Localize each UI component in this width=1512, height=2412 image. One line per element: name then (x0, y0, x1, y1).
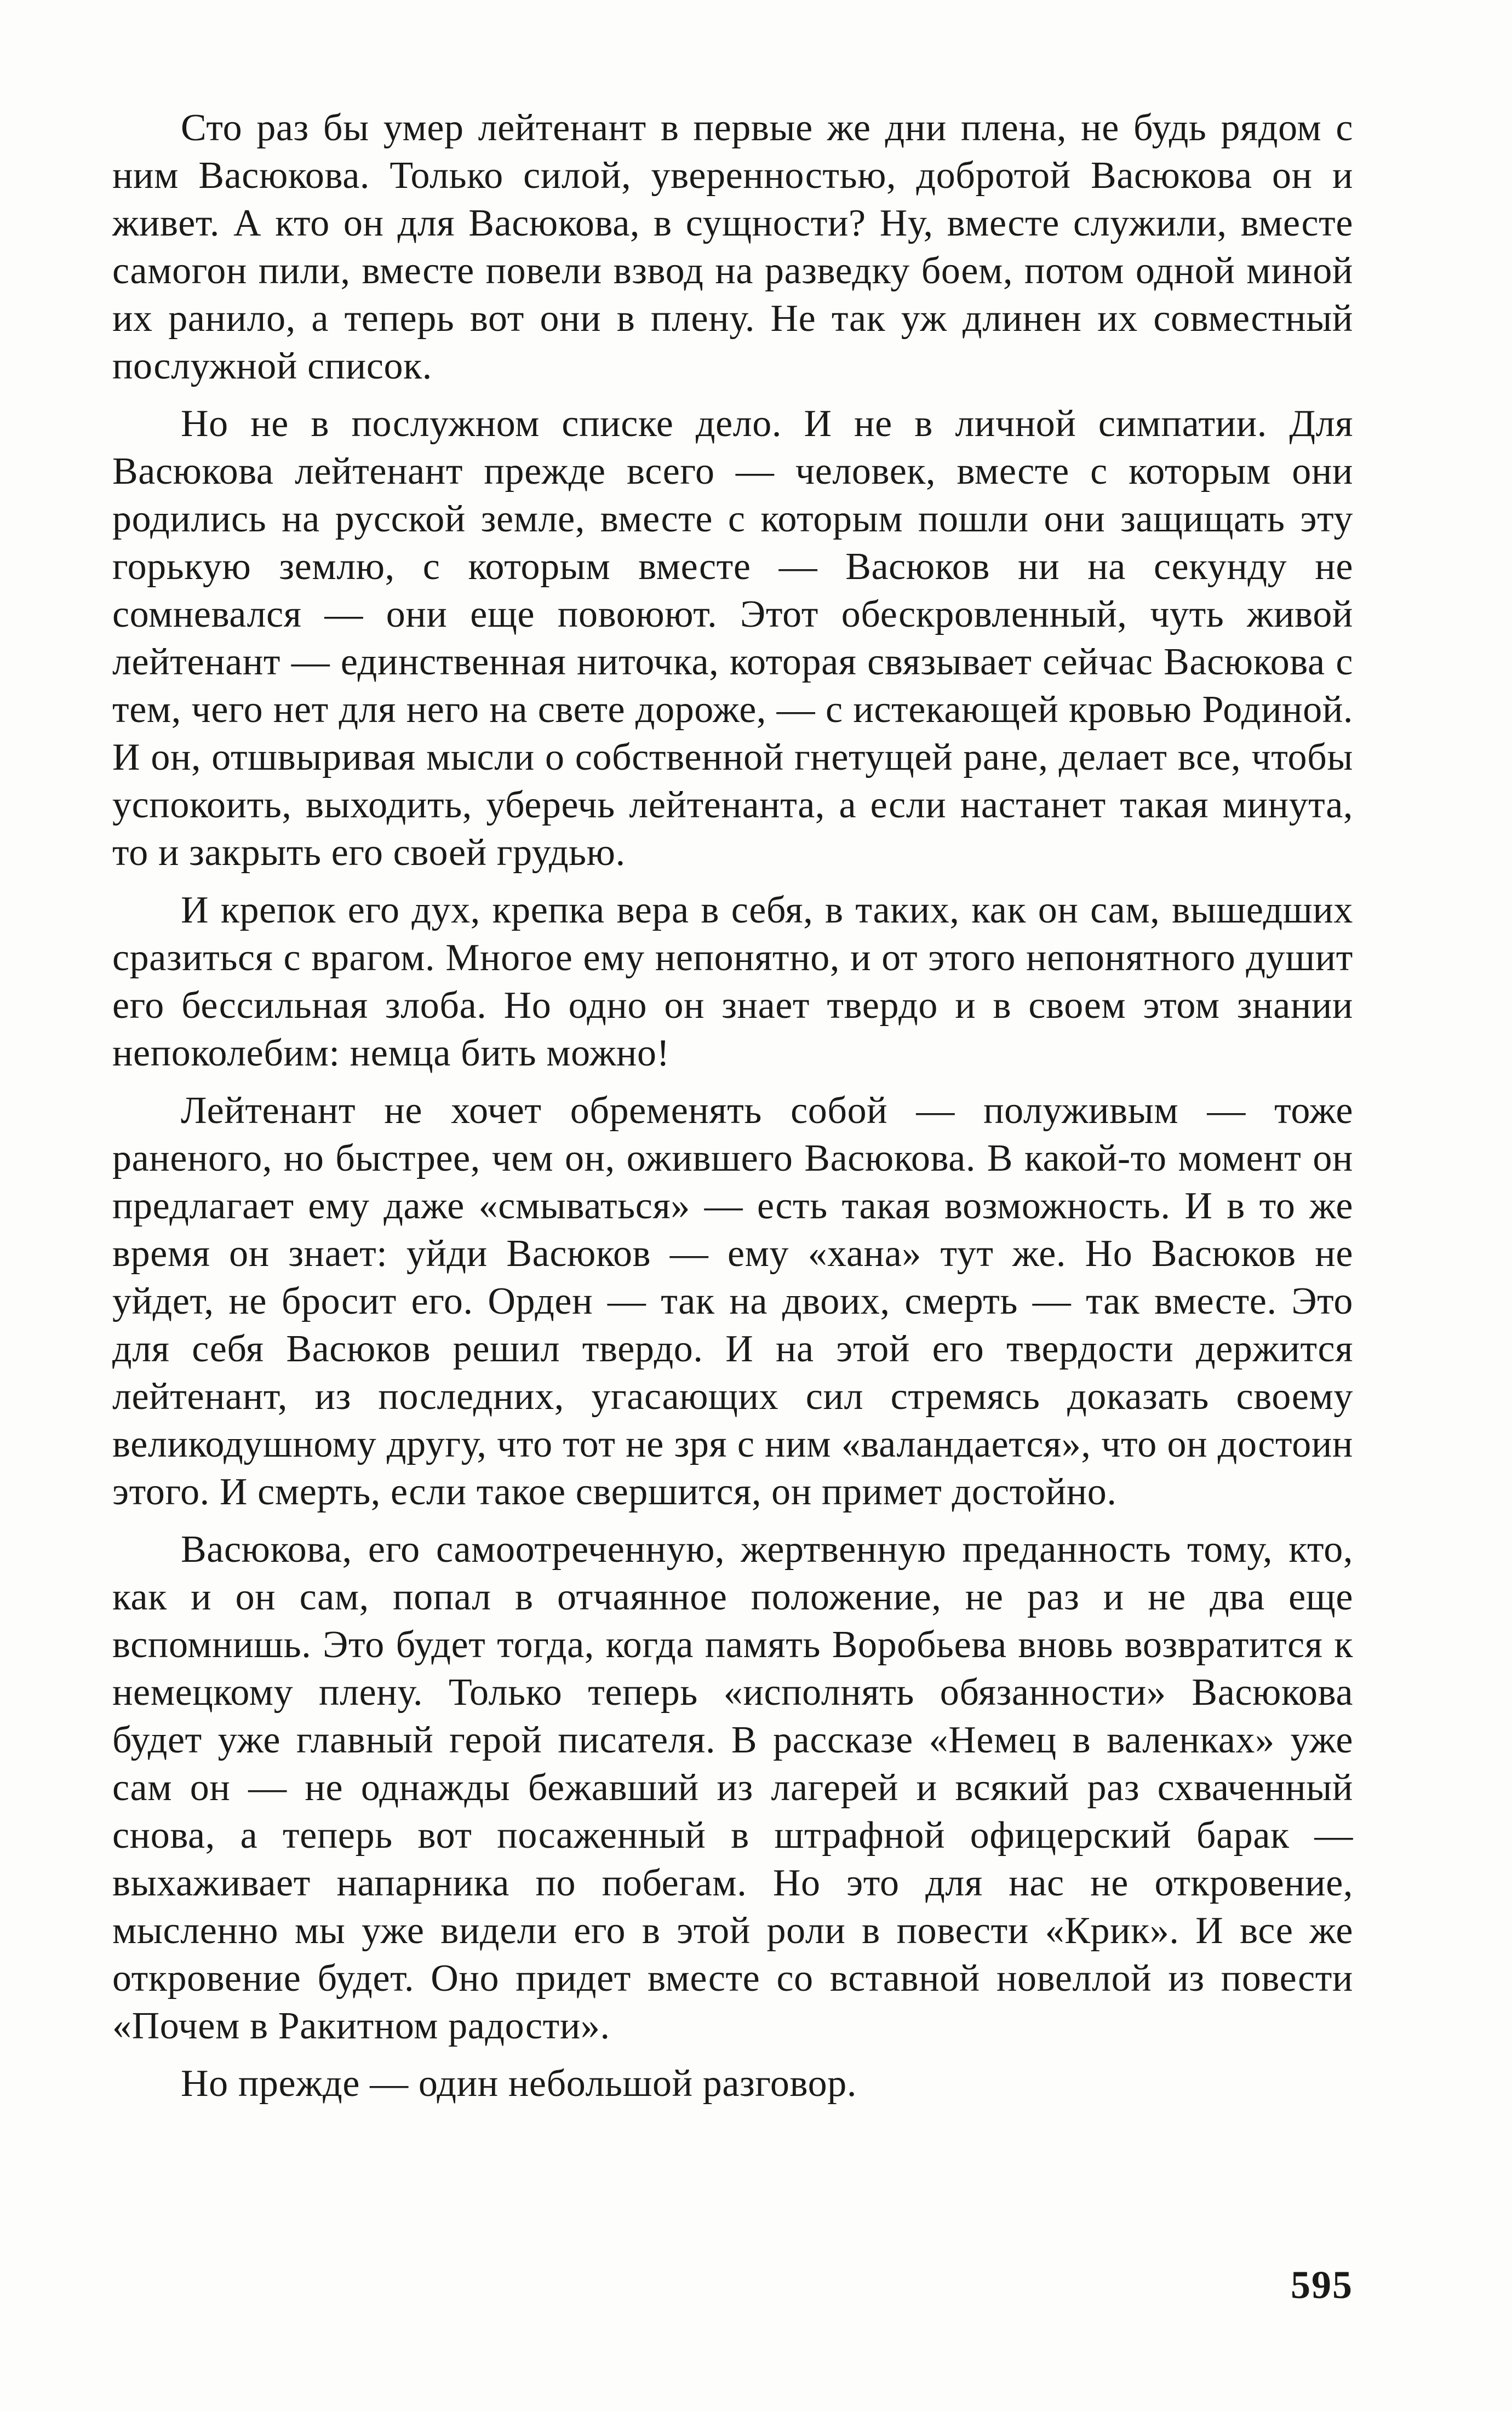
paragraph-4: Лейтенант не хочет обременять собой — полуживым — тоже раненого, но быстрее, чем он, ожившего Васюкова. В какой-то момент он предлагает ему даже «смываться» — есть такая возможность. И в то же время он знает: уйди Васюков — ему «хана» тут же. Но Васюков не уйдет, не бросит его. Орден — так на двоих, смерть — так вместе. Это для себя Васюков решил твердо. И на этой его твердости держится лейтенант, из последних, угасающих сил стремясь доказать своему великодушному другу, что тот не зря с ним «валандается», что он достоин этого. И смерть, если такое свершится, он примет достойно. (112, 1090, 1353, 1513)
paragraph-5: Васюкова, его самоотреченную, жертвенную преданность тому, кто, как и он сам, попал в отчаянное положение, не раз и не два еще вспомнишь. Это будет тогда, когда память Воробьева вновь возвратится к немецкому плену. Только теперь «исполнять обязанности» Васюкова будет уже главный герой писателя. В рассказе «Немец в валенках» уже сам он — не однажды бежавший из лагерей и всякий раз схваченный снова, а теперь вот посаженный в штрафной офицерский барак — выхаживает напарника по побегам. Но это для нас не откровение, мысленно мы уже видели его в этой роли в повести «Крик». И все же откровение будет. Оно придет вместе со вставной новеллой из повести «Почем в Ракитном радости». (112, 1528, 1353, 2047)
body-text (112, 104, 1353, 2117)
paragraph-3: И крепок его дух, крепка вера в себя, в таких, как он сам, вышедших сразиться с врагом. Многое ему непонятно, и от этого непонятного душит его бессильная злоба. Но одно он знает твердо и в своем этом знании непоколебим: немца бить можно! (112, 889, 1353, 1074)
paragraph-6: Но прежде — один небольшой разговор. (181, 2062, 857, 2105)
page-number: 595 (1291, 2263, 1353, 2307)
paragraph-2: Но не в послужном списке дело. И не в личной симпатии. Для Васюкова лейтенант прежде всего — человек, вместе с которым они родились на русской земле, вместе с которым пошли они защищать эту горькую землю, с которым вместе — Васюков ни на секунду не сомневался — они еще повоюют. Этот обескровленный, чуть живой лейтенант — единственная ниточка, которая связывает сейчас Васюкова с тем, чего нет для него на свете дороже, — с истекающей кровью Родиной. И он, отшвыривая мысли о собственной гнетущей ране, делает все, чтобы успокоить, выходить, уберечь лейтенанта, а если настанет такая минута, то и закрыть его своей грудью. (112, 403, 1353, 874)
paragraph-1: Сто раз бы умер лейтенант в первые же дни плена, не будь рядом с ним Васюкова. Только силой, уверенностью, добротой Васюкова он и живет. А кто он для Васюкова, в сущности? Ну, вместе служили, вместе самогон пили, вместе повели взвод на разведку боем, потом одной миной их ранило, а теперь вот они в плену. Не так уж длинен их совместный послужной список. (112, 107, 1353, 387)
